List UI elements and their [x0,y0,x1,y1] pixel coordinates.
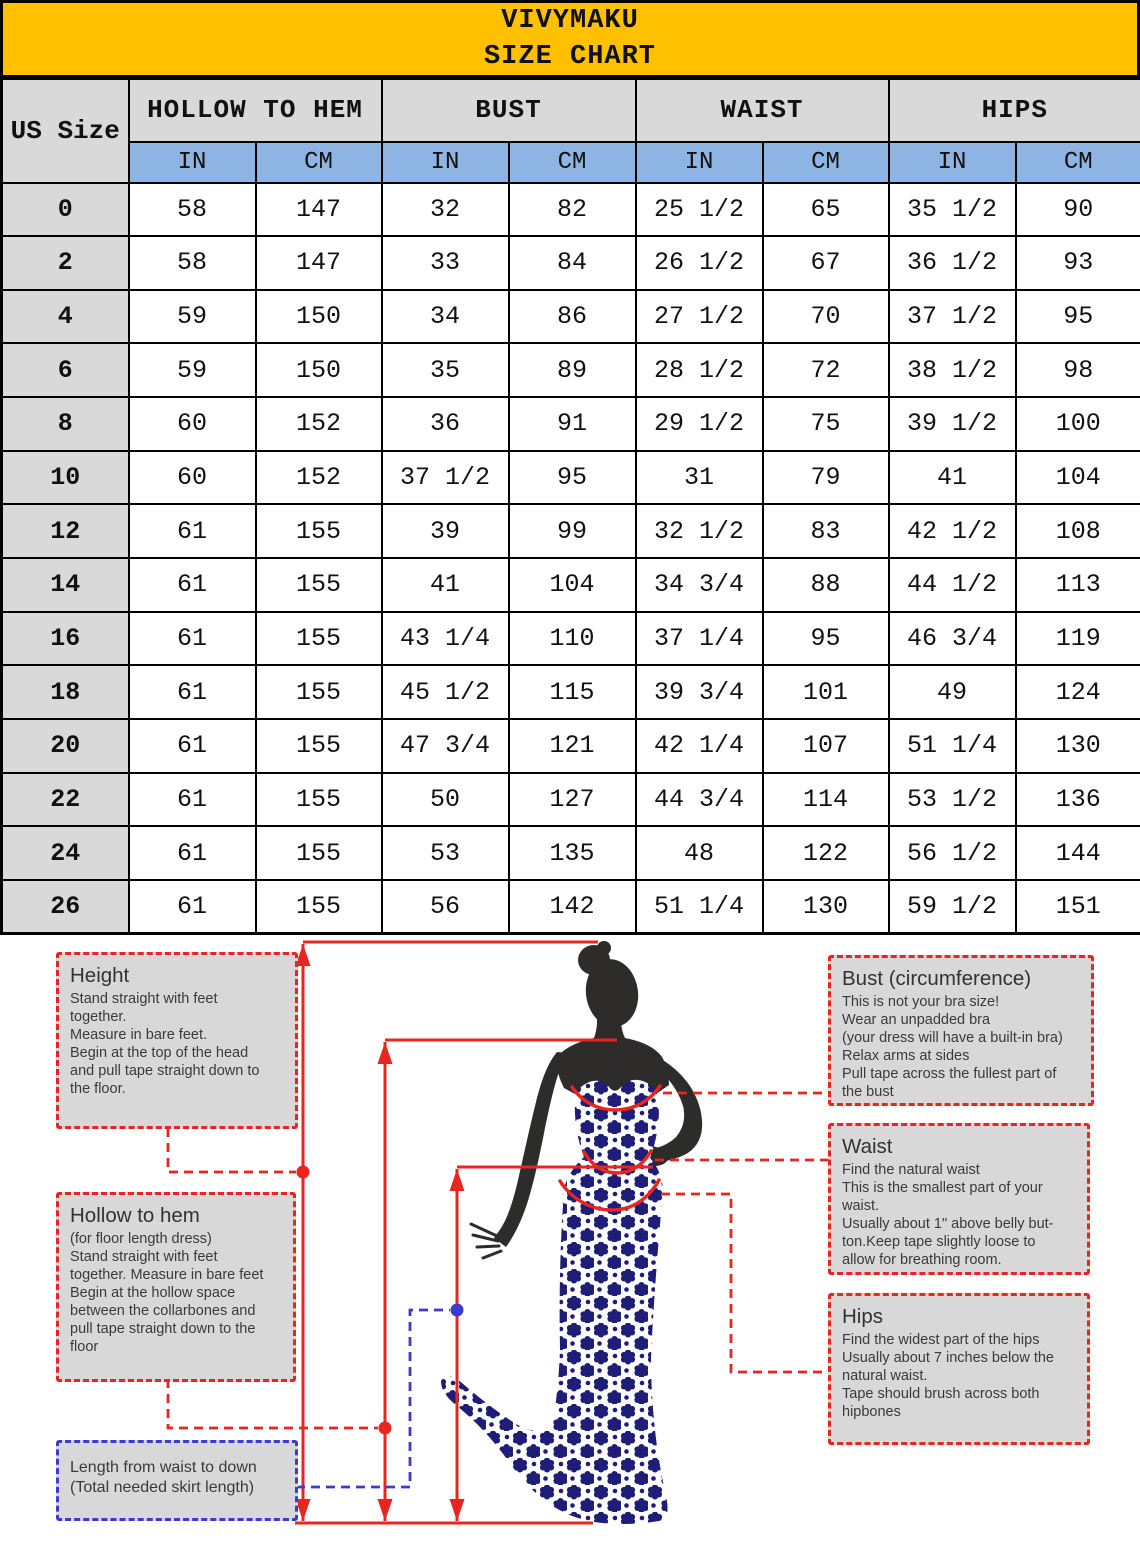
measurement-cell: 91 [509,397,636,451]
measurement-cell: 34 [382,290,509,344]
table-row [2,504,1140,558]
measurement-cell: 95 [763,612,889,666]
size-row-label: 20 [2,719,129,773]
guide-text-line: and pull tape straight down to [70,1063,260,1079]
measurement-cell: 100 [1016,397,1140,451]
size-row-label: 8 [2,397,129,451]
measurement-cell: 39 3/4 [636,665,763,719]
unit-header: IN [382,142,509,183]
size-row-label: 4 [2,290,129,344]
measurement-cell: 59 [129,343,256,397]
guide-box-body [70,1458,284,1498]
guide-text-line: This is not your bra size! [842,994,1000,1010]
measurement-cell: 25 1/2 [636,183,763,237]
measurement-cell: 135 [509,826,636,880]
guide-text-line: Measure in bare feet. [70,1027,208,1043]
hips-box-connector [661,1194,828,1372]
guide-text-line: the floor. [70,1081,126,1097]
measurement-cell: 61 [129,719,256,773]
measurement-cell: 114 [763,773,889,827]
title-band [0,0,1140,77]
guide-box-body [70,1230,282,1356]
column-group-hips: HIPS [889,79,1140,142]
measurement-cell: 49 [889,665,1016,719]
guide-text-line: Length from waist to down [70,1459,257,1476]
measurement-cell: 44 1/2 [889,558,1016,612]
woman-silhouette-illustration [471,941,702,1258]
measurement-cell: 28 1/2 [636,343,763,397]
table-row [2,451,1140,505]
blue-dot [451,1304,464,1317]
arrow-down [450,1499,465,1521]
measurement-cell: 95 [509,451,636,505]
measurement-cell: 110 [509,612,636,666]
measurement-cell: 101 [763,665,889,719]
guide-text-line: pull tape straight down to the [70,1321,256,1337]
size-row-label: 26 [2,880,129,934]
measurement-cell: 142 [509,880,636,934]
measurement-cell: 150 [256,343,382,397]
measurement-cell: 98 [1016,343,1140,397]
unit-header: CM [256,142,382,183]
measurement-cell: 50 [382,773,509,827]
measurement-cell: 36 [382,397,509,451]
table-row [2,183,1140,237]
measurement-cell: 61 [129,665,256,719]
head [582,956,643,1031]
guide-box-title: Bust (circumference) [842,967,1032,990]
measurement-cell: 36 1/2 [889,236,1016,290]
measurement-cell: 83 [763,504,889,558]
bust-measure-arc [572,1086,660,1110]
arrow-down [378,1499,393,1521]
dress-illustration [441,1080,668,1524]
measurement-cell: 155 [256,504,382,558]
guide-text-line: Relax arms at sides [842,1048,970,1064]
guide-text-line: This is the smallest part of your [842,1180,1043,1196]
hollow-to-hem-guide-box [56,1192,296,1382]
measurement-cell: 61 [129,773,256,827]
measurement-cell: 33 [382,236,509,290]
measurement-cell: 60 [129,451,256,505]
measurement-cell: 29 1/2 [636,397,763,451]
size-row-label: 12 [2,504,129,558]
measurement-cell: 150 [256,290,382,344]
size-row-label: 2 [2,236,129,290]
guide-box-title: Waist [842,1135,893,1158]
guide-box-body [70,990,284,1098]
unit-header: CM [509,142,636,183]
height-guide-box [56,952,298,1129]
measurement-cell: 34 3/4 [636,558,763,612]
measurement-cell: 155 [256,665,382,719]
measurement-cell: 59 [129,290,256,344]
measurement-cell: 88 [763,558,889,612]
measurement-cell: 155 [256,558,382,612]
red-dot [297,1166,310,1179]
right-hand-on-hip [642,1146,668,1166]
height-box-connector [168,1128,296,1172]
left-hand-fingers [471,1224,501,1258]
guide-text-line: waist. [842,1198,880,1214]
measurement-lines [295,942,653,1523]
measurement-cell: 51 1/4 [889,719,1016,773]
measurement-cell: 42 1/4 [636,719,763,773]
measurement-cell: 82 [509,183,636,237]
table-row [2,290,1140,344]
size-row-label: 22 [2,773,129,827]
table-row [2,719,1140,773]
measurement-cell: 61 [129,826,256,880]
measurement-cell: 84 [509,236,636,290]
guide-text-line: Pull tape across the fullest part of [842,1066,1057,1082]
us-size-header: US Size [2,79,129,183]
measurement-cell: 72 [763,343,889,397]
measurement-cell: 61 [129,558,256,612]
measurement-cell: 61 [129,880,256,934]
measurement-cell: 113 [1016,558,1140,612]
measurement-cell: 104 [1016,451,1140,505]
guide-text-line: Usually about 1" above belly but- [842,1216,1054,1232]
measurement-cell: 155 [256,612,382,666]
guide-box-body [842,1161,1076,1269]
skirt-length-guide-box [56,1440,298,1521]
measurement-cell: 152 [256,451,382,505]
measurement-cell: 115 [509,665,636,719]
guide-text-line: (your dress will have a built-in bra) [842,1030,1063,1046]
table-row [2,773,1140,827]
measurement-cell: 130 [763,880,889,934]
column-group-bust: BUST [382,79,636,142]
size-row-label: 6 [2,343,129,397]
measurement-cell: 121 [509,719,636,773]
measurement-cell: 107 [763,719,889,773]
measurement-cell: 59 1/2 [889,880,1016,934]
guide-box-title: Hips [842,1305,884,1328]
guide-box-body [842,1331,1076,1421]
column-group-waist: WAIST [636,79,889,142]
measurement-cell: 89 [509,343,636,397]
measurement-cell: 155 [256,880,382,934]
size-row-label: 14 [2,558,129,612]
guide-box-title: Hollow to hem [70,1204,200,1227]
guide-text-line: floor [70,1339,99,1355]
column-group-hollow-to-hem: HOLLOW TO HEM [129,79,382,142]
size-row-label: 18 [2,665,129,719]
size-row-label: 10 [2,451,129,505]
skirt-box-connector [296,1310,450,1487]
measurement-cell: 35 1/2 [889,183,1016,237]
measurement-cell: 26 1/2 [636,236,763,290]
measurement-cell: 124 [1016,665,1140,719]
measurement-cell: 56 [382,880,509,934]
right-arm [640,1052,702,1163]
measurement-cell: 51 1/4 [636,880,763,934]
unit-header: CM [763,142,889,183]
guide-text-line: Begin at the top of the head [70,1045,249,1061]
guide-text-line: (Total needed skirt length) [70,1479,255,1496]
measurement-cell: 41 [889,451,1016,505]
guide-box-body [842,993,1080,1101]
measurement-cell: 32 [382,183,509,237]
hips-measure-arc [560,1180,659,1210]
measurement-cell: 65 [763,183,889,237]
measurement-cell: 108 [1016,504,1140,558]
measurement-cell: 144 [1016,826,1140,880]
measurement-cell: 61 [129,504,256,558]
measurement-cell: 104 [509,558,636,612]
hollow-box-connector [168,1379,378,1428]
arrow-up [450,1169,465,1191]
measurement-cell: 27 1/2 [636,290,763,344]
measurement-cell: 155 [256,826,382,880]
measurement-cell: 147 [256,236,382,290]
measurement-cell: 56 1/2 [889,826,1016,880]
measurement-cell: 99 [509,504,636,558]
table-row [2,343,1140,397]
size-chart-table [0,77,1140,935]
measurement-cell: 47 3/4 [382,719,509,773]
unit-header: CM [1016,142,1140,183]
measurement-cell: 61 [129,612,256,666]
unit-header: IN [636,142,763,183]
measurement-cell: 32 1/2 [636,504,763,558]
neck-and-shoulders [556,1006,669,1094]
unit-header: IN [129,142,256,183]
measurement-cell: 119 [1016,612,1140,666]
measurement-cell: 152 [256,397,382,451]
hips-guide-box [828,1293,1090,1445]
measurement-cell: 46 3/4 [889,612,1016,666]
guide-text-line: natural waist. [842,1368,928,1384]
measurement-cell: 45 1/2 [382,665,509,719]
guide-text-line: the bust [842,1084,894,1100]
measurement-cell: 155 [256,719,382,773]
arrowheads [296,944,465,1521]
measurement-cell: 90 [1016,183,1140,237]
measurement-cell: 130 [1016,719,1140,773]
measurement-cell: 39 [382,504,509,558]
guide-text-line: (for floor length dress) [70,1231,212,1247]
size-row-label: 0 [2,183,129,237]
measurement-cell: 39 1/2 [889,397,1016,451]
measurement-cell: 127 [509,773,636,827]
arrow-up [378,1042,393,1064]
waist-measure-arc [584,1151,651,1173]
measurement-cell: 136 [1016,773,1140,827]
guide-text-line: together. Measure in bare feet [70,1267,264,1283]
guide-text-line: Stand straight with feet [70,1249,218,1265]
size-row-label: 24 [2,826,129,880]
hair-bun [578,945,610,975]
table-row [2,397,1140,451]
measurement-cell: 38 1/2 [889,343,1016,397]
measurement-cell: 42 1/2 [889,504,1016,558]
guide-text-line: together. [70,1009,127,1025]
measurement-cell: 37 1/2 [382,451,509,505]
guide-text-line: Tape should brush across both [842,1386,1040,1402]
measurement-cell: 70 [763,290,889,344]
measurement-cell: 95 [1016,290,1140,344]
table-row [2,826,1140,880]
measurement-cell: 44 3/4 [636,773,763,827]
table-row [2,236,1140,290]
measurement-cell: 151 [1016,880,1140,934]
measurement-cell: 48 [636,826,763,880]
measurement-cell: 35 [382,343,509,397]
guide-text-line: between the collarbones and [70,1303,256,1319]
measurement-cell: 43 1/4 [382,612,509,666]
measurement-cell: 58 [129,236,256,290]
measurement-cell: 53 [382,826,509,880]
guide-box-title: Height [70,964,130,987]
unit-header: IN [889,142,1016,183]
table-row [2,558,1140,612]
measurement-cell: 67 [763,236,889,290]
measurement-cell: 147 [256,183,382,237]
measurement-cell: 155 [256,773,382,827]
guide-text-line: allow for breathing room. [842,1252,1002,1268]
table-row [2,612,1140,666]
red-dot [379,1422,392,1435]
bust-guide-box [828,955,1094,1106]
measurement-cell: 31 [636,451,763,505]
measurement-cell: 122 [763,826,889,880]
measurement-cell: 53 1/2 [889,773,1016,827]
measurement-cell: 41 [382,558,509,612]
measurement-cell: 86 [509,290,636,344]
table-row [2,665,1140,719]
measurement-cell: 60 [129,397,256,451]
left-arm [494,1052,568,1247]
hair-knot [597,941,611,955]
guide-text-line: Find the widest part of the hips [842,1332,1040,1348]
guide-text-line: Begin at the hollow space [70,1285,236,1301]
measurement-cell: 79 [763,451,889,505]
guide-text-line: Wear an unpadded bra [842,1012,991,1028]
measurement-cell: 37 1/2 [889,290,1016,344]
table-row [2,880,1140,934]
size-row-label: 16 [2,612,129,666]
tape-arcs [560,1086,660,1210]
guide-text-line: hipbones [842,1404,901,1420]
brand-title: VIVYMAKU [501,6,639,36]
measurement-cell: 58 [129,183,256,237]
measurement-cell: 93 [1016,236,1140,290]
measurement-cell: 37 1/4 [636,612,763,666]
measurement-cell: 75 [763,397,889,451]
guide-text-line: Usually about 7 inches below the [842,1350,1054,1366]
waist-guide-box [828,1123,1090,1275]
guide-text-line: Stand straight with feet [70,991,218,1007]
guide-text-line: Find the natural waist [842,1162,980,1178]
chart-subtitle: SIZE CHART [483,42,657,72]
guide-text-line: ton.Keep tape slightly loose to [842,1234,1036,1250]
